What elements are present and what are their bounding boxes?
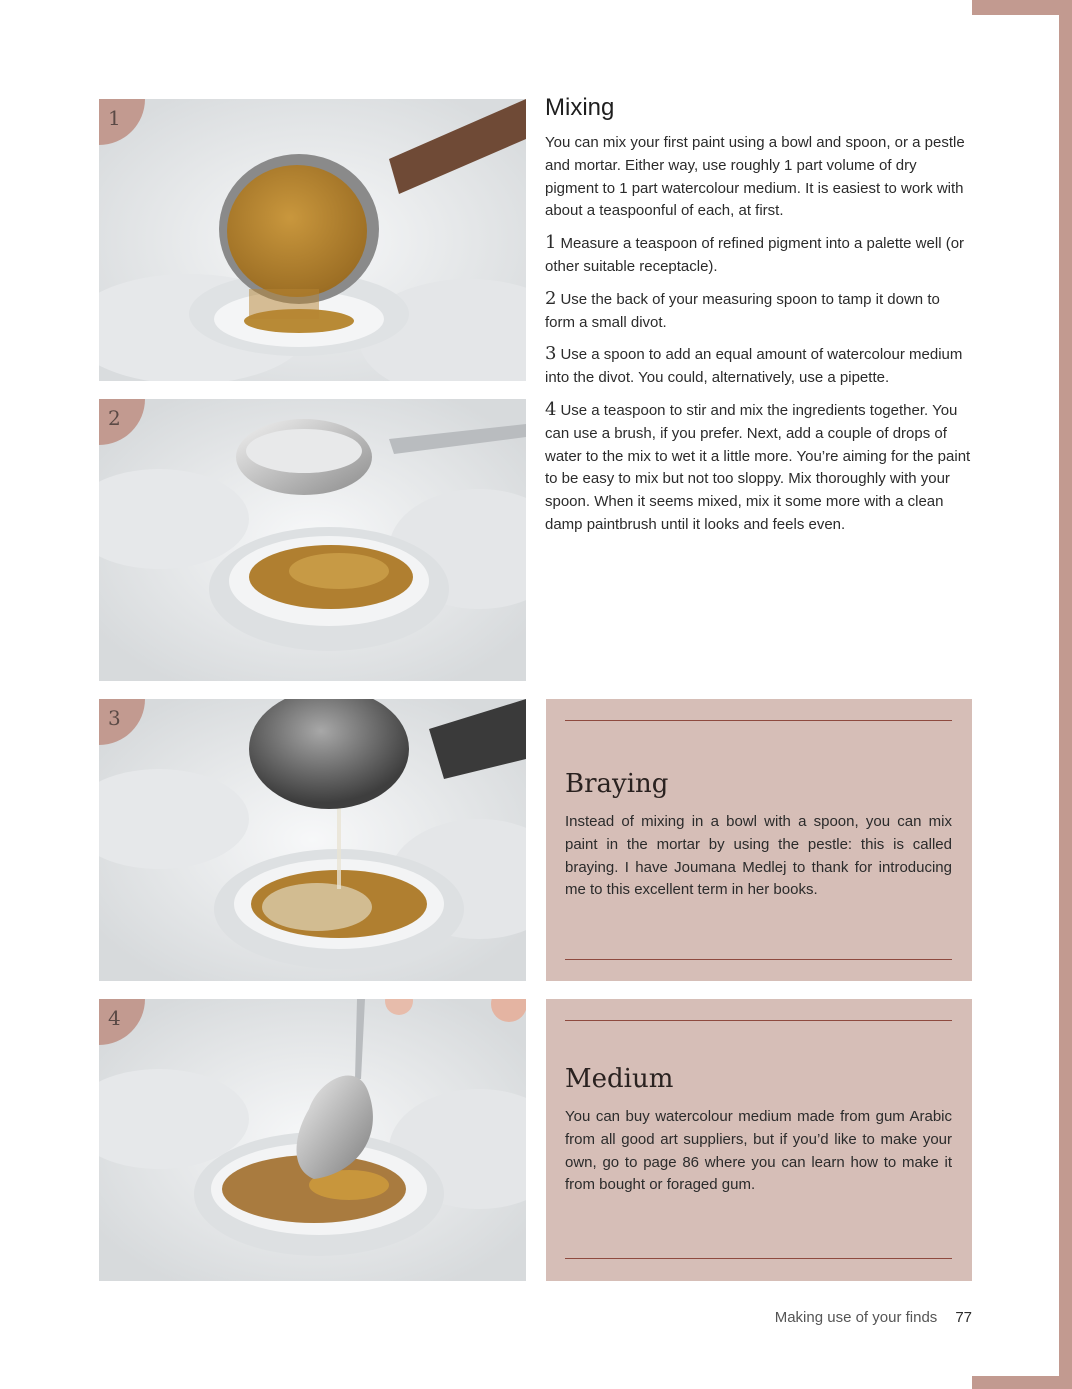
mixing-step-1-text: Measure a teaspoon of refined pigment into a palette well (or other suitable receptacle).: [545, 235, 965, 275]
mixing-section: [545, 94, 973, 546]
step-1-photo: [99, 99, 526, 381]
step-2-photo: [99, 399, 526, 681]
mixing-heading: Mixing: [545, 94, 615, 121]
step-3-photo: [99, 699, 526, 981]
medium-top-rule: [565, 1020, 952, 1021]
mixing-step-3: [545, 343, 973, 390]
step-4-photo: [99, 999, 526, 1281]
mixing-step-1: [545, 232, 973, 279]
mixing-step-4: [545, 399, 973, 537]
mixing-step-1-number: 1: [545, 232, 557, 254]
tamped-pigment-illustration: [99, 399, 526, 681]
medium-panel: [546, 999, 972, 1281]
page-edge-right-bar: [1059, 0, 1072, 1389]
braying-top-rule: [565, 720, 952, 721]
pouring-medium-illustration: [99, 699, 526, 981]
page-edge-bottom-tab: [972, 1376, 1072, 1389]
braying-panel: [546, 699, 972, 981]
footer-section-title: Making use of your finds: [774, 1309, 938, 1326]
braying-text: Instead of mixing in a bowl with a spoon, you can mix paint in the mortar by using the pestle: this is called braying. I have Joumana Medlej to thank for introducing me to this excellent term in her books.: [565, 813, 952, 899]
braying-heading: Braying: [565, 769, 669, 799]
step-2-number: 2: [108, 406, 121, 430]
step-1-number: 1: [108, 106, 121, 130]
mixing-step-4-number: 4: [545, 398, 557, 420]
page-number: 77: [955, 1309, 972, 1326]
medium-text: You can buy watercolour medium made from gum Arabic from all good art suppliers, but if you’d like to make your own, go to page 86 where you can learn how to make it from bought or foraged gum.: [565, 1108, 952, 1194]
pigment-spoon-illustration: [99, 99, 526, 381]
mixing-step-2-number: 2: [545, 287, 557, 309]
mixing-step-2: [545, 288, 973, 335]
step-3-number: 3: [108, 706, 121, 730]
step-4-number: 4: [108, 1006, 121, 1030]
mixing-step-4-text: Use a teaspoon to stir and mix the ingredients together. You can use a brush, if you prefer. Next, add a couple of drops of water to the mix to wet it a little more. You’re aiming for the paint to be easy to mix but not too sloppy. Mix thoroughly with your spoon. When it seems mixed, mix it some more with a clean damp paintbrush until it looks and feels even.: [545, 401, 971, 533]
mixing-intro: You can mix your first paint using a bowl and spoon, or a pestle and mortar. Either way, use roughly 1 part volume of dry pigment to 1 part watercolour medium. It is easiest to work with about a teaspoonful of each, at first.: [545, 134, 965, 220]
braying-bottom-rule: [565, 959, 952, 960]
page-edge-top-tab: [972, 0, 1072, 15]
stirring-paint-illustration: [99, 999, 526, 1281]
mixing-step-3-number: 3: [545, 343, 557, 365]
mixing-step-3-text: Use a spoon to add an equal amount of watercolour medium into the divot. You could, alternatively, use a pipette.: [545, 346, 963, 387]
mixing-step-2-text: Use the back of your measuring spoon to tamp it down to form a small divot.: [545, 290, 940, 331]
medium-heading: Medium: [565, 1064, 674, 1094]
page-footer: [775, 1309, 972, 1326]
medium-bottom-rule: [565, 1258, 952, 1259]
